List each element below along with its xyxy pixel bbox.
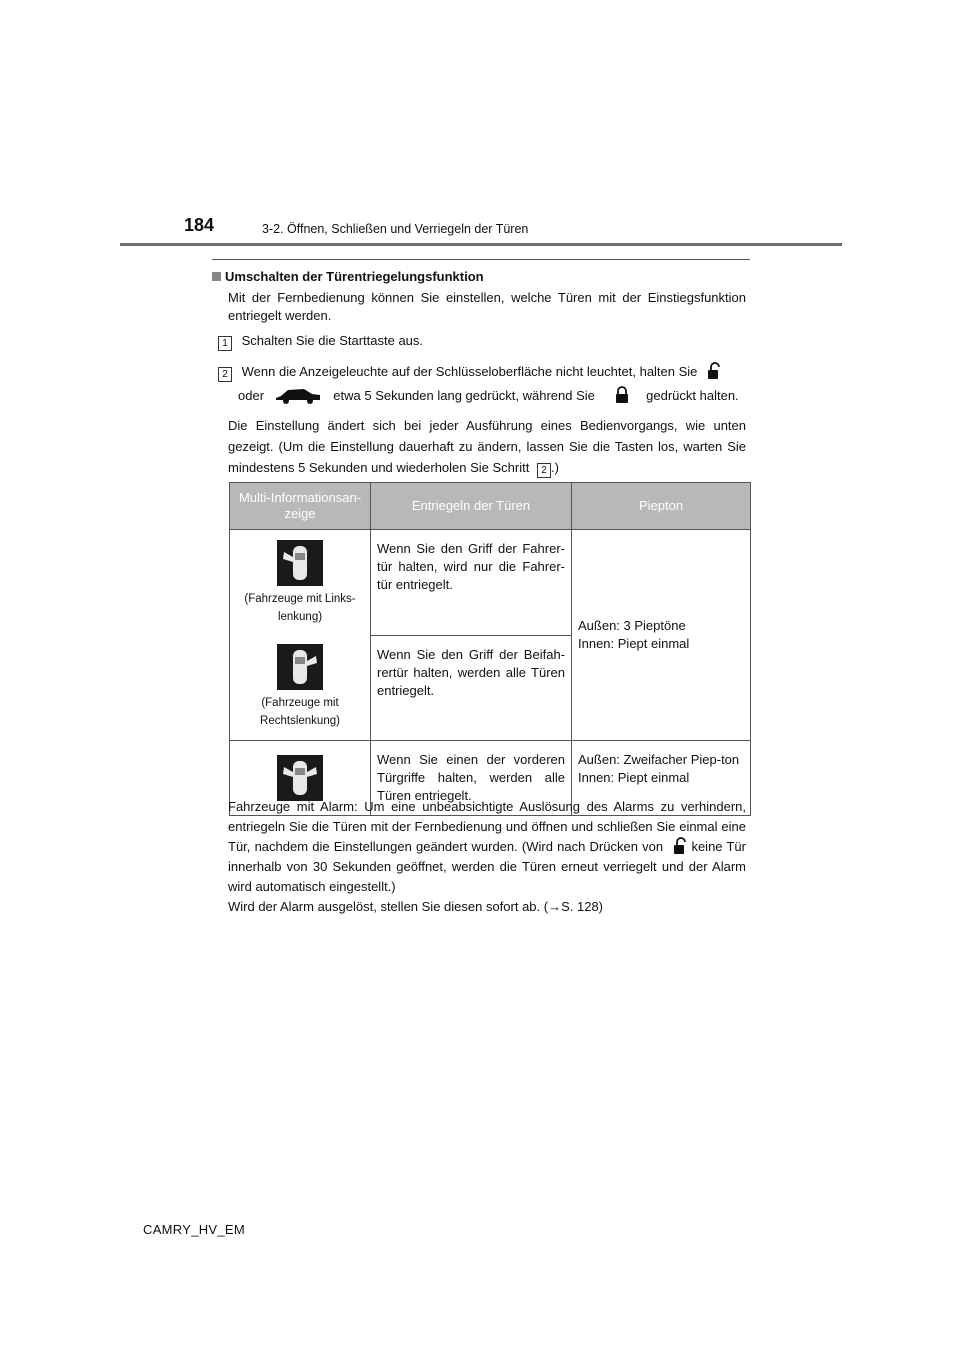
step-1 (218, 332, 736, 351)
step-2-end: gedrückt halten. (646, 388, 739, 403)
beep-cell-row1 (572, 530, 751, 741)
section-heading-text: Umschalten der Türentriegelungsfunktion (225, 269, 484, 284)
car-doors-display-icon (277, 755, 323, 801)
chapter-title: 3-2. Öffnen, Schließen und Verriegeln der Türen (262, 222, 529, 236)
lhd-caption: (Fahrzeuge mit Links-lenkung) (244, 593, 356, 623)
note-text: Die Einstellung ändert sich bei jeder Ausführung eines Bedienvorgangs, wie unten gezeigt. (Um die Einstellung dauerhaft zu ändern, lassen Sie die Tasten los, warten Sie mindestens 5 Sekunden und wiederholen Sie Schritt (228, 418, 746, 475)
step-1-text: Schalten Sie die Starttaste aus. (241, 333, 424, 348)
table-row (230, 530, 751, 636)
beep-outside-row1: Außen: 3 Pieptöne (578, 618, 686, 633)
unlock-button-icon (707, 362, 721, 380)
unlock-cell-row1b: Wenn Sie den Griff der Beifah-rertür halten, werden alle Türen entriegelt. (371, 635, 572, 741)
car-doors-display-icon (277, 644, 323, 690)
unlock-cell-row2: Wenn Sie einen der vorderen Türgriffe halten, werden alle Türen entriegelt. (371, 741, 572, 816)
footer-code: CAMRY_HV_EM (143, 1222, 246, 1237)
col-header-beep: Piepton (572, 483, 751, 530)
unlock-cell-row1a: Wenn Sie den Griff der Fahrer-tür halten, wird nur die Fahrer-tür entriegelt. (371, 530, 572, 636)
lock-button-icon (615, 386, 629, 404)
step-number-box: 1 (218, 336, 232, 351)
unlock-settings-table (229, 482, 751, 816)
col-header-display: Multi-Informationsan-zeige (230, 483, 371, 530)
intro-paragraph: Mit der Fernbedienung können Sie einstellen, welche Türen mit der Einstiegsfunktion entriegelt werden. (228, 290, 746, 323)
alarm-text-2: keine Tür innerhalb von 30 Sekunden geöffnet, werden die Türen erneut verriegelt und der Alarm wird automatisch eingestellt.) (228, 839, 746, 894)
alarm-text-3: Wird der Alarm ausgelöst, stellen Sie diesen sofort ab. (→S. 128) (228, 899, 604, 914)
note-end: .) (550, 460, 559, 475)
step-2-or: oder (238, 388, 265, 403)
col-header-unlock: Entriegeln der Türen (371, 483, 572, 530)
step-2-mid: etwa 5 Sekunden lang gedrückt, während Sie (333, 388, 595, 403)
step-2-line2 (238, 385, 748, 407)
section-divider (212, 259, 750, 260)
heading-square-icon (212, 272, 221, 281)
alarm-text-1: Fahrzeuge mit Alarm: Um eine unbeabsichtigte Auslösung des Alarms zu verhindern, entriegeln Sie die Türen mit der Fernbedienung und öffnen und schließen Sie einmal eine Tür, nachdem die Einstellungen geändert wurden. (Wird nach Drücken von (228, 799, 746, 854)
step-2 (218, 362, 748, 382)
header-divider (120, 243, 842, 246)
car-doors-display-icon (277, 540, 323, 586)
alarm-paragraph (228, 797, 746, 917)
step-2-line1: Wenn die Anzeigeleuchte auf der Schlüsseloberfläche nicht leuchtet, halten Sie (241, 364, 698, 379)
table-header-row (230, 483, 751, 530)
note-step-box: 2 (537, 463, 551, 478)
rhd-caption: (Fahrzeuge mit Rechtslenkung) (260, 697, 340, 727)
step-number-box: 2 (218, 367, 232, 382)
display-cell-row1 (230, 530, 371, 741)
unlock-button-icon (673, 837, 687, 855)
page-number: 184 (184, 215, 215, 235)
section-heading (212, 269, 484, 284)
beep-outside-row2: Außen: Zweifacher Piep-ton (578, 752, 740, 767)
beep-inside-row2: Innen: Piept einmal (578, 770, 690, 785)
trunk-car-icon (274, 386, 322, 404)
note-paragraph (228, 415, 746, 478)
beep-inside-row1: Innen: Piept einmal (578, 636, 690, 651)
